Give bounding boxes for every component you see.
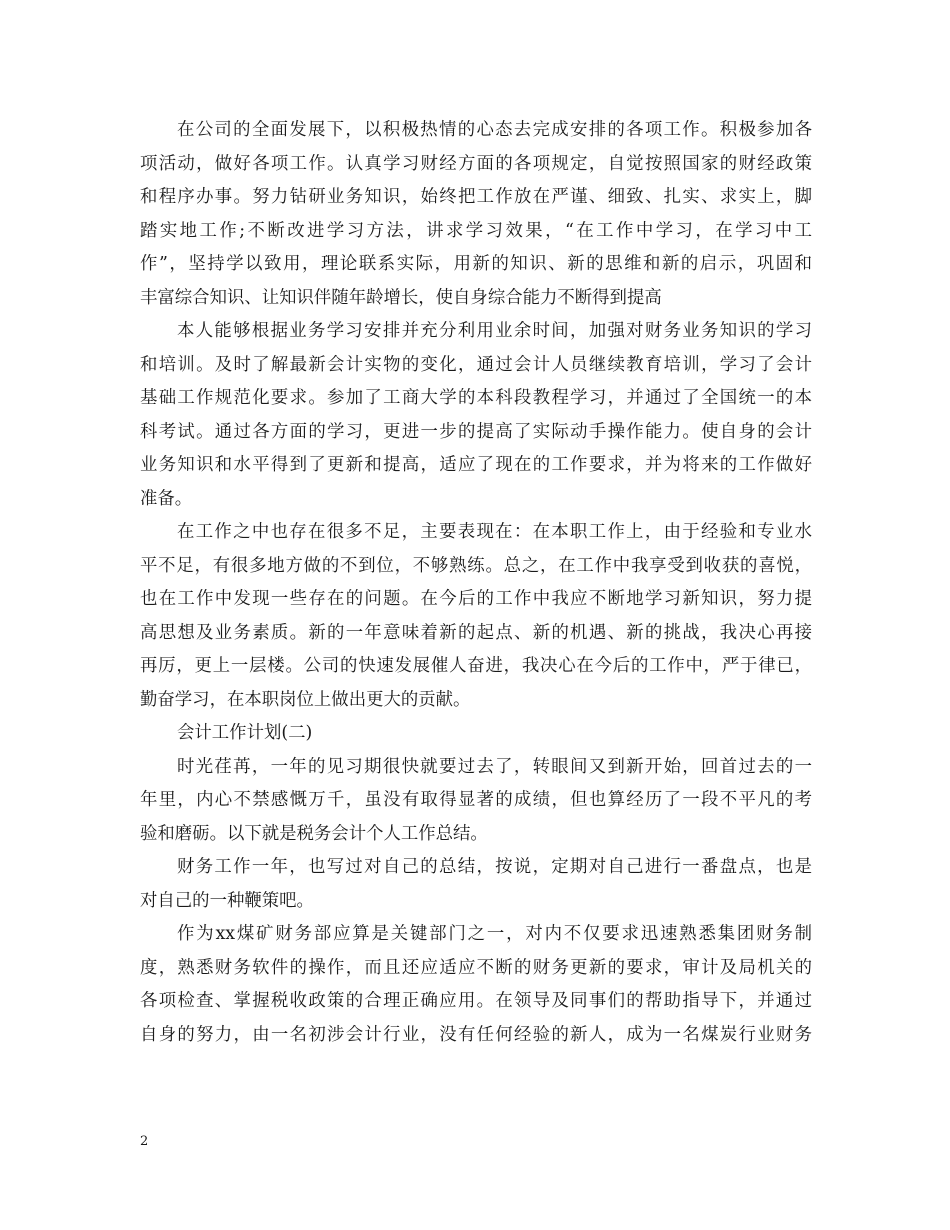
text-line: 本人能够根据业务学习安排并充分利用业余时间，加强对财务业务知识的学习 bbox=[177, 321, 812, 341]
text-line: 平不足，有很多地方做的不到位，不够熟练。总之，在工作中我享受到收获的喜悦， bbox=[140, 555, 812, 576]
section-heading: 会计工作计划(二) bbox=[177, 723, 313, 743]
text-line: 和程序办事。努力钻研业务知识，始终把工作放在严谨、细致、扎实、求实上，脚 bbox=[140, 187, 812, 207]
text-line: 作”，坚持学以致用，理论联系实际，用新的知识、新的思维和新的启示，巩固和 bbox=[140, 254, 812, 274]
text-line: 各项检查、掌握税收政策的合理正确应用。在领导及同事们的帮助指导下，并通过 bbox=[140, 991, 812, 1011]
text-line: 再厉，更上一层楼。公司的快速发展催人奋进，我决心在今后的工作中，严于律已， bbox=[140, 656, 812, 676]
document-body bbox=[140, 114, 812, 1052]
text-line: 勤奋学习，在本职岗位上做出更大的贡献。 bbox=[140, 689, 471, 710]
text-line: 年里，内心不禁感慨万千，虽没有取得显著的成绩，但也算经历了一段不平凡的考 bbox=[140, 790, 812, 810]
text-line: 准备。 bbox=[140, 488, 193, 509]
text-line: 基础工作规范化要求。参加了工商大学的本科段教程学习，并通过了全国统一的本 bbox=[140, 388, 812, 408]
text-line: 作为xx煤矿财务部应算是关键部门之一，对内不仅要求迅速熟悉集团财务制 bbox=[177, 924, 812, 944]
text-line: 和培训。及时了解最新会计实物的变化，通过会计人员继续教育培训，学习了会计 bbox=[140, 354, 812, 375]
text-line: 科考试。通过各方面的学习，更进一步的提高了实际动手操作能力。使自身的会计 bbox=[140, 421, 812, 442]
text-line: 财务工作一年，也写过对自己的总结，按说，定期对自己进行一番盘点，也是 bbox=[177, 857, 812, 877]
text-line: 度，熟悉财务软件的操作，而且还应适应不断的财务更新的要求，审计及局机关的 bbox=[140, 957, 812, 978]
text-line: 对自己的一种鞭策吧。 bbox=[140, 890, 314, 911]
page-number: 2 bbox=[140, 1134, 149, 1149]
text-line: 高思想及业务素质。新的一年意味着新的起点、新的机遇、新的挑战，我决心再接 bbox=[140, 622, 812, 643]
text-line: 时光荏苒，一年的见习期很快就要过去了，转眼间又到新开始，回首过去的一 bbox=[177, 756, 812, 777]
text-line: 业务知识和水平得到了更新和提高，适应了现在的工作要求，并为将来的工作做好 bbox=[140, 455, 812, 475]
text-line: 也在工作中发现一些存在的问题。在今后的工作中我应不断地学习新知识，努力提 bbox=[140, 589, 812, 609]
text-line: 自身的努力，由一名初涉会计行业，没有任何经验的新人，成为一名煤炭行业财务 bbox=[140, 1024, 812, 1045]
text-line: 踏实地工作;不断改进学习方法，讲求学习效果，“在工作中学习，在学习中工 bbox=[140, 220, 812, 241]
text-line: 在工作之中也存在很多不足，主要表现在：在本职工作上，由于经验和专业水 bbox=[177, 522, 812, 542]
text-line: 丰富综合知识、让知识伴随年龄增长，使自身综合能力不断得到提高 bbox=[140, 287, 662, 308]
text-line: 验和磨砺。以下就是税务会计个人工作总结。 bbox=[140, 823, 488, 844]
text-line: 在公司的全面发展下，以积极热情的心态去完成安排的各项工作。积极参加各 bbox=[177, 120, 812, 140]
text-line: 项活动，做好各项工作。认真学习财经方面的各项规定，自觉按照国家的财经政策 bbox=[140, 153, 812, 174]
